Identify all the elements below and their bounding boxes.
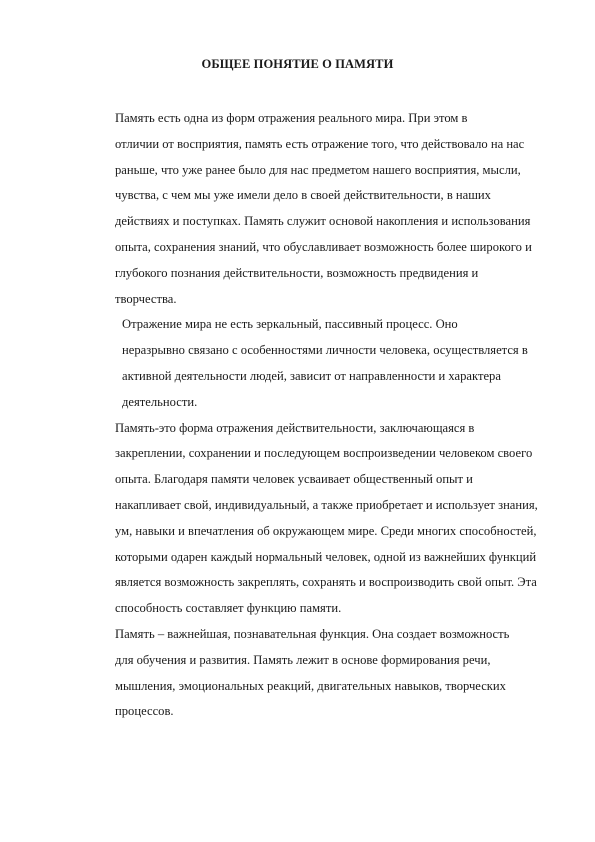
- paragraph-2: [72, 312, 556, 415]
- text-line: активной деятельности людей, зависит от направленности и характера: [122, 368, 501, 383]
- paragraph-4: [72, 622, 556, 725]
- document-title: ОБЩЕЕ ПОНЯТИЕ О ПАМЯТИ: [201, 57, 394, 71]
- text-line: Память-это форма отражения действительности, заключающаяся в: [115, 420, 475, 435]
- text-line: неразрывно связано с особенностями личности человека, осуществляется в: [122, 343, 528, 358]
- text-line: для обучения и развития. Память лежит в основе формирования речи,: [115, 652, 491, 667]
- text-line: закреплении, сохранении и последующем воспроизведении человеком своего: [115, 446, 533, 461]
- text-line: деятельности.: [122, 394, 198, 409]
- text-line: отличии от восприятия, память есть отражение того, что действовало на нас: [115, 136, 525, 151]
- document-body: [72, 106, 556, 725]
- text-line: опыта, сохранения знаний, что обуславливает возможность более широкого и: [115, 239, 532, 254]
- text-line: действиях и поступках. Память служит основой накопления и использования: [115, 214, 531, 229]
- text-line: мышления, эмоциональных реакций, двигательных навыков, творческих: [115, 678, 506, 693]
- text-line: Отражение мира не есть зеркальный, пассивный процесс. Оно: [122, 317, 458, 332]
- text-line: творчества.: [115, 291, 177, 306]
- text-line: процессов.: [115, 704, 174, 719]
- text-line: накапливает свой, индивидуальный, а также приобретает и использует знания,: [115, 497, 538, 512]
- text-line: Память есть одна из форм отражения реального мира. При этом в: [115, 111, 468, 125]
- text-line: ум, навыки и впечатления об окружающем мире. Среди многих способностей,: [115, 523, 537, 538]
- text-line: чувства, с чем мы уже имели дело в своей действительности, в наших: [115, 188, 491, 203]
- text-line: раньше, что уже ранее было для нас предметом нашего восприятия, мысли,: [115, 162, 521, 177]
- text-line: способность составляет функцию памяти.: [115, 601, 342, 616]
- text-line: глубокого познания действительности, возможность предвидения и: [115, 265, 479, 280]
- paragraph-3: [72, 416, 556, 622]
- text-line: опыта. Благодаря памяти человек усваивает общественный опыт и: [115, 472, 473, 487]
- text-line: является возможность закреплять, сохранять и воспроизводить свой опыт. Эта: [115, 575, 537, 590]
- paragraph-1: [72, 106, 556, 312]
- text-line: Память – важнейшая, познавательная функция. Она создает возможность: [115, 626, 510, 641]
- text-line: которыми одарен каждый нормальный человек, одной из важнейших функций: [115, 549, 537, 564]
